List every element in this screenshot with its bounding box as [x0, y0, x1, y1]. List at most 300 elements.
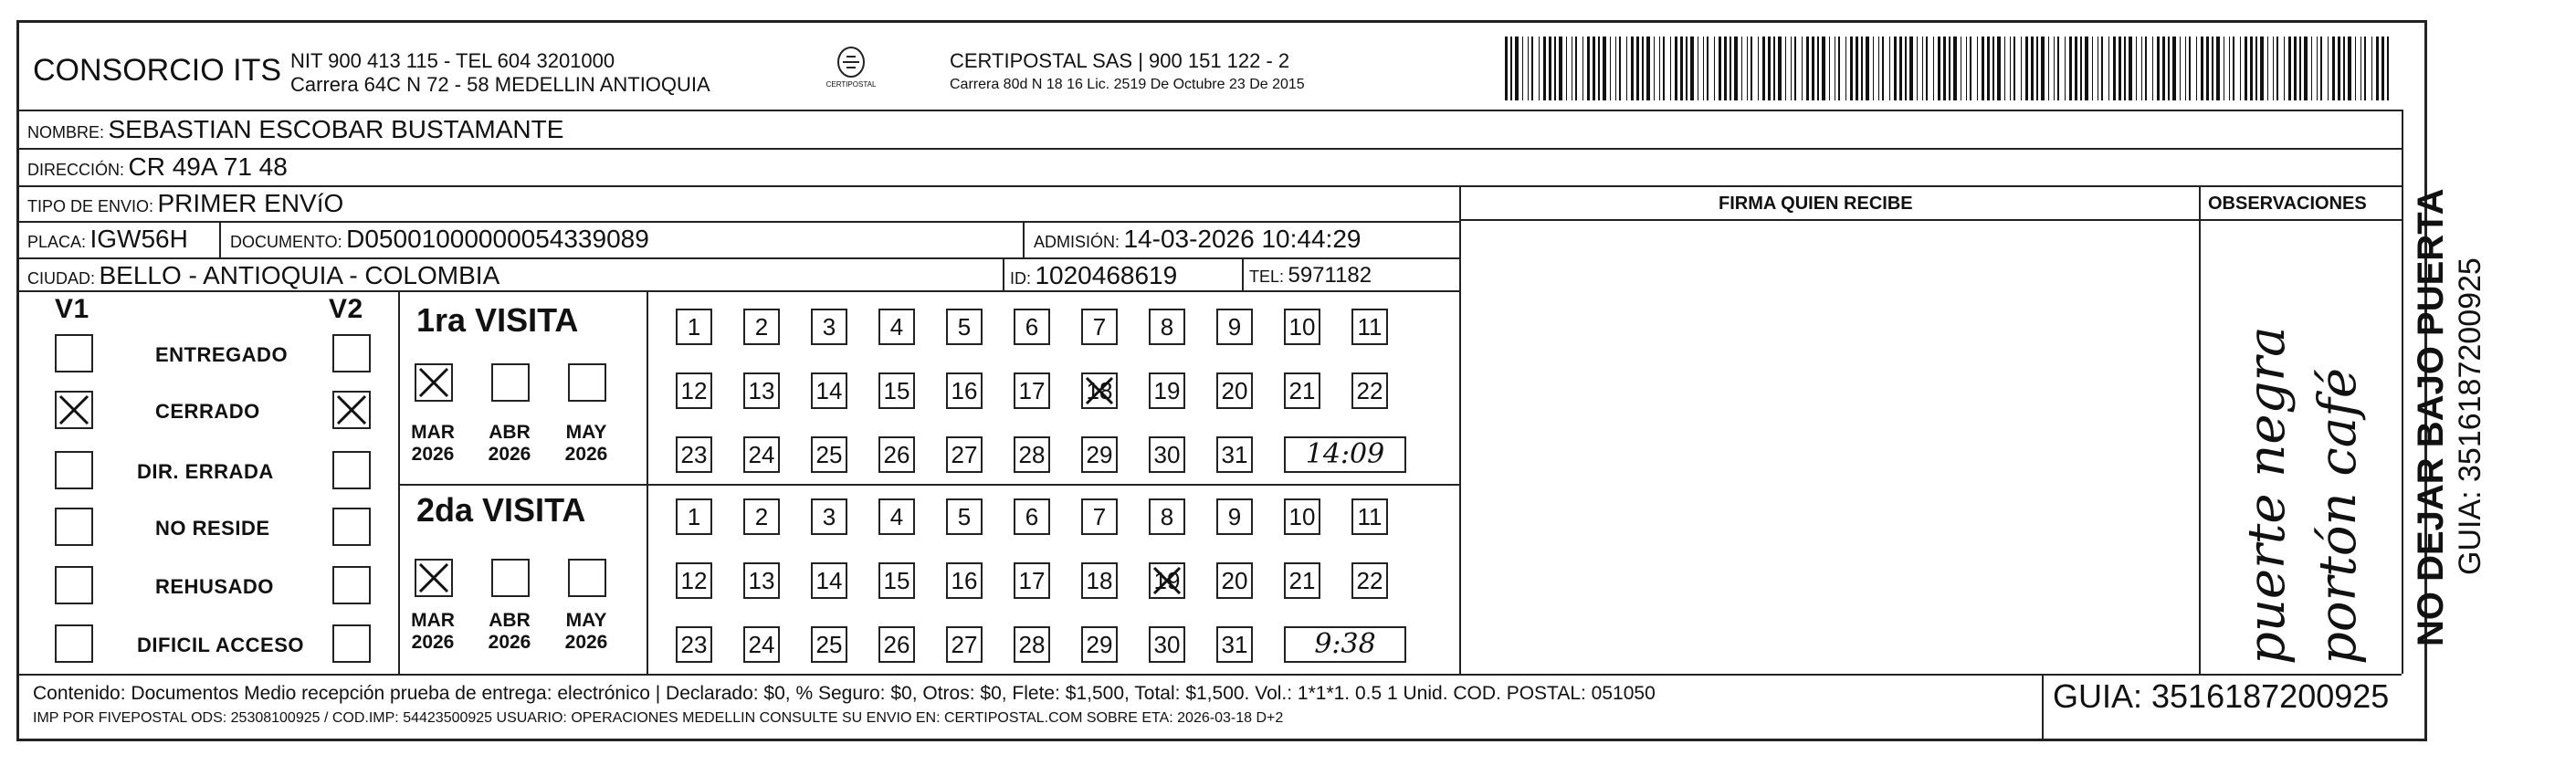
barcode-bar [1690, 37, 1694, 100]
barcode-bar [1822, 37, 1825, 100]
divider [2042, 674, 2044, 741]
nombre-value: SEBASTIAN ESCOBAR BUSTAMANTE [108, 115, 564, 143]
barcode-bar [2085, 37, 2088, 100]
barcode-bar [2212, 37, 2213, 100]
visit1-title: 1ra VISITA [416, 301, 579, 339]
barcode-bar [1817, 37, 1819, 100]
visit1-month-checkbox-abr[interactable] [491, 363, 530, 402]
barcode [1505, 37, 2389, 100]
visit1-day-19[interactable]: 19 [1149, 372, 1185, 409]
visit2-month-checkbox-abr[interactable] [491, 559, 530, 597]
barcode-bar [1539, 37, 1540, 100]
certipostal-info [950, 49, 1305, 97]
divider [2199, 185, 2201, 674]
visit2-month-checkbox-may[interactable] [568, 559, 606, 597]
firma-header: FIRMA QUIEN RECIBE [1719, 194, 1913, 214]
ciudad-cell [27, 261, 499, 290]
visit2-day-12[interactable]: 12 [676, 562, 712, 599]
visit2-month-label: MAR 2026 [411, 610, 455, 653]
barcode-bar [2216, 37, 2220, 100]
barcode-bar [2108, 37, 2109, 100]
barcode-bar [2021, 37, 2022, 100]
footer-contents: Contenido: Documentos Medio recepción prueba de entrega: electrónico | Declarado: $0, % Seguro: $0, Otros: $0, Flete: $1,500, Total: $1,500. Vol.: 1*1*1. 0.5 1 Unid. COD. POSTAL: 051050 [33, 683, 1656, 704]
visit1-day-22[interactable]: 22 [1351, 372, 1388, 409]
barcode-bar [1615, 37, 1616, 100]
visit1-day-25[interactable]: 25 [811, 436, 847, 473]
checkmark-x-icon [416, 365, 451, 400]
visit2-day-20[interactable]: 20 [1216, 562, 1253, 599]
barcode-bar [1943, 37, 1946, 100]
barcode-bar [2162, 37, 2165, 100]
visit2-day-16[interactable]: 16 [946, 562, 983, 599]
barcode-bar [1773, 37, 1775, 100]
visit2-day-10[interactable]: 10 [1284, 498, 1320, 535]
visit2-day-21[interactable]: 21 [1284, 562, 1320, 599]
visit1-day-27[interactable]: 27 [946, 436, 983, 473]
visit2-day-26[interactable]: 26 [878, 626, 915, 663]
barcode-bar [2284, 37, 2285, 100]
barcode-bar [2180, 37, 2181, 100]
barcode-bar [2157, 37, 2160, 100]
barcode-bar [1559, 37, 1562, 100]
company-info [290, 49, 710, 97]
visit2-day-25[interactable]: 25 [811, 626, 847, 663]
v2-checkbox-dificil-acceso[interactable] [332, 624, 371, 663]
barcode-bar [2348, 37, 2351, 100]
visit1-month-checkbox-may[interactable] [568, 363, 606, 402]
side-guia: GUIA: 3516187200925 [2453, 257, 2487, 575]
barcode-bar [2092, 37, 2093, 100]
barcode-bar [2240, 37, 2241, 100]
barcode-bar [2101, 37, 2103, 100]
visit1-month-checkbox-mar[interactable] [415, 363, 453, 402]
barcode-bar [2360, 37, 2361, 100]
barcode-bar [2189, 37, 2191, 100]
barcode-bar [1987, 37, 1990, 100]
v1-checkbox-entregado[interactable] [55, 334, 93, 372]
visit1-day-6[interactable]: 6 [1014, 309, 1050, 345]
placa-label: PLACA: [27, 233, 87, 251]
visit1-day-24[interactable]: 24 [743, 436, 780, 473]
visit2-day-24[interactable]: 24 [743, 626, 780, 663]
divider [1459, 185, 1461, 674]
barcode-bar [1675, 37, 1677, 100]
visit2-day-29[interactable]: 29 [1081, 626, 1118, 663]
visit2-day-4[interactable]: 4 [878, 498, 915, 535]
barcode-bar [1845, 37, 1846, 100]
visit2-month-label: ABR 2026 [488, 610, 531, 653]
checkmark-x-icon [416, 561, 451, 595]
observaciones-line2: portón café [2308, 367, 2368, 665]
divider [16, 290, 1459, 292]
barcode-bar [2311, 37, 2312, 100]
visit2-day-8[interactable]: 8 [1149, 498, 1185, 535]
barcode-bar [1899, 37, 1902, 100]
barcode-bar [1587, 37, 1590, 100]
visit2-day-5[interactable]: 5 [946, 498, 983, 535]
divider [16, 185, 2402, 187]
barcode-bar [1829, 37, 1830, 100]
checkmark-x-icon [57, 393, 91, 427]
barcode-bar [2124, 37, 2126, 100]
barcode-bar [1505, 37, 1508, 100]
v2-checkbox-entregado[interactable] [332, 334, 371, 372]
barcode-bar [2172, 37, 2176, 100]
id-label: ID: [1010, 269, 1032, 288]
barcode-bar [2250, 37, 2253, 100]
checkmark-x-icon [1151, 564, 1183, 597]
divider [1023, 221, 1025, 257]
barcode-bar [1966, 37, 1967, 100]
v2-checkbox-rehusado[interactable] [332, 566, 371, 604]
barcode-bar [1992, 37, 1994, 100]
barcode-bar [2113, 37, 2116, 100]
visit2-day-7[interactable]: 7 [1081, 498, 1118, 535]
barcode-bar [1982, 37, 1984, 100]
v1-header: V1 [55, 294, 89, 324]
barcode-bar [2245, 37, 2247, 100]
barcode-bar [1778, 37, 1782, 100]
visit1-day-15[interactable]: 15 [878, 372, 915, 409]
barcode-bar [2075, 37, 2077, 100]
visit1-month-label: MAR 2026 [411, 422, 455, 465]
barcode-bar [1802, 37, 1803, 100]
barcode-bar [1977, 37, 1978, 100]
barcode-bar [1909, 37, 1913, 100]
visit1-day-16[interactable]: 16 [946, 372, 983, 409]
visit2-day-3[interactable]: 3 [811, 498, 847, 535]
barcode-bar [1582, 37, 1583, 100]
visit2-day-9[interactable]: 9 [1216, 498, 1253, 535]
barcode-bar [2129, 37, 2132, 100]
placa-value: IGW56H [89, 225, 188, 253]
barcode-bar [1758, 37, 1759, 100]
barcode-bar [1554, 37, 1556, 100]
barcode-bar [2168, 37, 2170, 100]
barcode-bar [1850, 37, 1853, 100]
divider [16, 148, 2402, 150]
visit2-day-30[interactable]: 30 [1149, 626, 1185, 663]
barcode-bar [2054, 37, 2055, 100]
v2-header: V2 [329, 294, 363, 324]
barcode-bar [2065, 37, 2066, 100]
barcode-bar [1873, 37, 1874, 100]
barcode-bar [1515, 37, 1519, 100]
barcode-bar [2036, 37, 2038, 100]
barcode-bar [2294, 37, 2297, 100]
barcode-bar [2338, 37, 2340, 100]
visit1-day-7[interactable]: 7 [1081, 309, 1118, 345]
barcode-bar [1707, 37, 1709, 100]
v1-checkbox-rehusado[interactable] [55, 566, 93, 604]
visit2-day-27[interactable]: 27 [946, 626, 983, 663]
barcode-bar [1680, 37, 1683, 100]
direccion-label: DIRECCIÓN: [27, 161, 125, 179]
barcode-bar [1768, 37, 1771, 100]
barcode-bar [1566, 37, 1567, 100]
barcode-bar [1714, 37, 1715, 100]
barcode-bar [2267, 37, 2268, 100]
barcode-bar [2136, 37, 2137, 100]
barcode-bar [2145, 37, 2147, 100]
barcode-bar [2041, 37, 2045, 100]
visit1-day-8[interactable]: 8 [1149, 309, 1185, 345]
barcode-bar [2376, 37, 2379, 100]
tel-label: TEL: [1249, 267, 1285, 286]
visit2-month-checkbox-mar[interactable] [415, 559, 453, 597]
barcode-bar [2010, 37, 2011, 100]
footer-guia: GUIA: 3516187200925 [2053, 677, 2390, 715]
barcode-bar [1610, 37, 1611, 100]
barcode-bar [2233, 37, 2234, 100]
visit2-day-17[interactable]: 17 [1014, 562, 1050, 599]
barcode-bar [2025, 37, 2028, 100]
visit1-day-29[interactable]: 29 [1081, 436, 1118, 473]
direccion-value: CR 49A 71 48 [128, 152, 288, 181]
barcode-bar [2152, 37, 2153, 100]
barcode-bar [1997, 37, 2001, 100]
logo-caption: CERTIPOSTAL [825, 80, 877, 89]
barcode-bar [1866, 37, 1869, 100]
barcode-bar [1659, 37, 1660, 100]
barcode-bar [1949, 37, 1950, 100]
visit2-day-23[interactable]: 23 [676, 626, 712, 663]
barcode-bar [2080, 37, 2082, 100]
observaciones-line1: puerte negra [2237, 326, 2297, 665]
barcode-bar [2276, 37, 2278, 100]
footer-print-info: IMP POR FIVEPOSTAL ODS: 25308100925 / COD.IMP: 54423500925 USUARIO: OPERACIONES MEDELLIN CONSULTE SU ENVIO EN: CERTIPOSTAL.COM SOBRE ETA: 2026-03-18 D+2 [33, 710, 1284, 726]
id-value: 1020468619 [1035, 261, 1178, 289]
visit2-day-11[interactable]: 11 [1351, 498, 1388, 535]
barcode-bar [1838, 37, 1840, 100]
barcode-bar [2185, 37, 2186, 100]
visit1-day-18[interactable]: 18 [1081, 372, 1118, 409]
divider [647, 290, 648, 674]
visit2-day-18[interactable]: 18 [1081, 562, 1118, 599]
admision-label: ADMISIÓN: [1034, 233, 1120, 251]
documento-value: D05001000000054339089 [346, 225, 649, 253]
barcode-bar [1549, 37, 1551, 100]
barcode-bar [1619, 37, 1621, 100]
barcode-bar [1785, 37, 1786, 100]
barcode-bar [1654, 37, 1655, 100]
option-label: ENTREGADO [155, 343, 289, 366]
visit2-day-15[interactable]: 15 [878, 562, 915, 599]
visit1-day-5[interactable]: 5 [946, 309, 983, 345]
barcode-bar [2069, 37, 2072, 100]
barcode-bar [2048, 37, 2049, 100]
barcode-bar [1631, 37, 1634, 100]
visit2-day-31[interactable]: 31 [1216, 626, 1253, 663]
barcode-bar [1747, 37, 1748, 100]
barcode-bar [2057, 37, 2059, 100]
barcode-bar [2201, 37, 2203, 100]
barcode-bar [1593, 37, 1595, 100]
barcode-bar [2387, 37, 2389, 100]
ciudad-label: CIUDAD: [27, 269, 96, 288]
barcode-bar [2332, 37, 2335, 100]
v1-checkbox-cerrado[interactable] [55, 391, 93, 429]
barcode-bar [1933, 37, 1934, 100]
company-name: CONSORCIO ITS [33, 53, 282, 88]
barcode-bar [2364, 37, 2366, 100]
barcode-bar [2196, 37, 2197, 100]
visit1-day-20[interactable]: 20 [1216, 372, 1253, 409]
visit1-day-12[interactable]: 12 [676, 372, 712, 409]
barcode-bar [2355, 37, 2356, 100]
barcode-bar [1663, 37, 1665, 100]
barcode-bar [1894, 37, 1897, 100]
barcode-bar [2260, 37, 2264, 100]
option-label: NO RESIDE [155, 517, 270, 540]
visit1-day-14[interactable]: 14 [811, 372, 847, 409]
v1-checkbox-dificil-acceso[interactable] [55, 624, 93, 663]
nombre-label: NOMBRE: [27, 123, 105, 142]
admision-value: 14-03-2026 10:44:29 [1123, 225, 1362, 253]
visit1-day-11[interactable]: 11 [1351, 309, 1388, 345]
barcode-bar [1882, 37, 1884, 100]
barcode-bar [1531, 37, 1533, 100]
v1-checkbox-no-reside[interactable] [55, 508, 93, 546]
visit2-day-22[interactable]: 22 [1351, 562, 1388, 599]
visit1-day-23[interactable]: 23 [676, 436, 712, 473]
checkmark-x-icon [334, 393, 369, 427]
barcode-bar [1575, 37, 1577, 100]
certipostal-logo [826, 44, 876, 95]
barcode-bar [2343, 37, 2345, 100]
option-label: DIR. ERRADA [137, 460, 274, 483]
barcode-bar [1598, 37, 1600, 100]
direccion-row [27, 152, 288, 182]
barcode-bar [2031, 37, 2034, 100]
option-label: REHUSADO [155, 575, 274, 598]
barcode-bar [1861, 37, 1863, 100]
barcode-bar [2320, 37, 2322, 100]
v1-checkbox-dir-errada[interactable] [55, 451, 93, 489]
barcode-bar [2371, 37, 2372, 100]
tipo-envio-value: PRIMER ENVíO [157, 189, 344, 217]
barcode-bar [1926, 37, 1928, 100]
visit1-day-17[interactable]: 17 [1014, 372, 1050, 409]
visit2-day-28[interactable]: 28 [1014, 626, 1050, 663]
option-label: CERRADO [155, 400, 260, 423]
visit1-day-21[interactable]: 21 [1284, 372, 1320, 409]
visit2-month-label: MAY 2026 [564, 610, 608, 653]
tel-value: 5971182 [1288, 263, 1372, 288]
barcode-bar [1917, 37, 1918, 100]
barcode-bar [1603, 37, 1606, 100]
barcode-bar [1522, 37, 1523, 100]
barcode-bar [2141, 37, 2142, 100]
visit1-day-13[interactable]: 13 [743, 372, 780, 409]
barcode-bar [1970, 37, 1971, 100]
barcode-bar [1730, 37, 1731, 100]
visit2-day-2[interactable]: 2 [743, 498, 780, 535]
barcode-bar [2317, 37, 2318, 100]
barcode-bar [2004, 37, 2005, 100]
barcode-bar [1703, 37, 1704, 100]
v2-checkbox-no-reside[interactable] [332, 508, 371, 546]
divider [1242, 257, 1244, 290]
option-label: DIFICIL ACCESO [137, 634, 305, 656]
divider [16, 674, 2402, 676]
divider [1459, 219, 2402, 221]
divider [2402, 110, 2403, 674]
barcode-bar [1724, 37, 1727, 100]
visit2-day-19[interactable]: 19 [1149, 562, 1185, 599]
company-address: Carrera 64C N 72 - 58 MEDELLIN ANTIOQUIA [290, 73, 710, 96]
barcode-bar [1670, 37, 1671, 100]
visit2-time-box[interactable]: 9:38 [1284, 626, 1406, 663]
side-warning: NO DEJAR BAJO PUERTA [2411, 188, 2451, 646]
barcode-bar [1642, 37, 1644, 100]
barcode-bar [1922, 37, 1923, 100]
visit1-day-4[interactable]: 4 [878, 309, 915, 345]
barcode-bar [1686, 37, 1688, 100]
admision-cell [1034, 225, 1361, 254]
tel-cell [1249, 263, 1372, 288]
barcode-bar [2328, 37, 2329, 100]
divider [1003, 257, 1004, 290]
barcode-bar [2299, 37, 2301, 100]
barcode-bar [1806, 37, 1809, 100]
certipostal-nit: CERTIPOSTAL SAS | 900 151 122 - 2 [950, 49, 1290, 72]
barcode-bar [1543, 37, 1546, 100]
v2-checkbox-cerrado[interactable] [332, 391, 371, 429]
visit1-day-30[interactable]: 30 [1149, 436, 1185, 473]
nombre-row [27, 115, 563, 144]
barcode-bar [1734, 37, 1738, 100]
visit1-time-box[interactable]: 14:09 [1284, 436, 1406, 473]
tipo-envio-label: TIPO DE ENVIO: [27, 197, 154, 215]
barcode-bar [1889, 37, 1890, 100]
placa-cell [27, 225, 188, 254]
visit1-day-1[interactable]: 1 [676, 309, 712, 345]
barcode-bar [1751, 37, 1752, 100]
visit1-day-31[interactable]: 31 [1216, 436, 1253, 473]
documento-label: DOCUMENTO: [230, 233, 342, 251]
barcode-bar [1938, 37, 1940, 100]
company-nit: NIT 900 413 115 - TEL 604 3201000 [290, 49, 615, 72]
barcode-bar [1953, 37, 1957, 100]
divider [219, 221, 221, 257]
visit1-day-10[interactable]: 10 [1284, 309, 1320, 345]
visit1-day-2[interactable]: 2 [743, 309, 780, 345]
divider [398, 484, 1459, 486]
visit2-day-13[interactable]: 13 [743, 562, 780, 599]
barcode-bar [2273, 37, 2274, 100]
barcode-bar [1905, 37, 1907, 100]
divider [16, 110, 2402, 111]
observaciones-header: OBSERVACIONES [2208, 194, 2367, 214]
visit1-day-3[interactable]: 3 [811, 309, 847, 345]
barcode-bar [1636, 37, 1639, 100]
visit1-day-28[interactable]: 28 [1014, 436, 1050, 473]
visit2-day-1[interactable]: 1 [676, 498, 712, 535]
visit2-day-14[interactable]: 14 [811, 562, 847, 599]
visit2-day-6[interactable]: 6 [1014, 498, 1050, 535]
v2-checkbox-dir-errada[interactable] [332, 451, 371, 489]
barcode-bar [1856, 37, 1858, 100]
ciudad-value: BELLO - ANTIOQUIA - COLOMBIA [99, 261, 500, 289]
barcode-bar [1812, 37, 1814, 100]
visit1-day-26[interactable]: 26 [878, 436, 915, 473]
barcode-bar [1528, 37, 1529, 100]
barcode-bar [1762, 37, 1765, 100]
barcode-bar [1791, 37, 1792, 100]
visit1-day-9[interactable]: 9 [1216, 309, 1253, 345]
certipostal-license: Carrera 80d N 18 16 Lic. 2519 De Octubre 23 De 2015 [950, 77, 1305, 92]
